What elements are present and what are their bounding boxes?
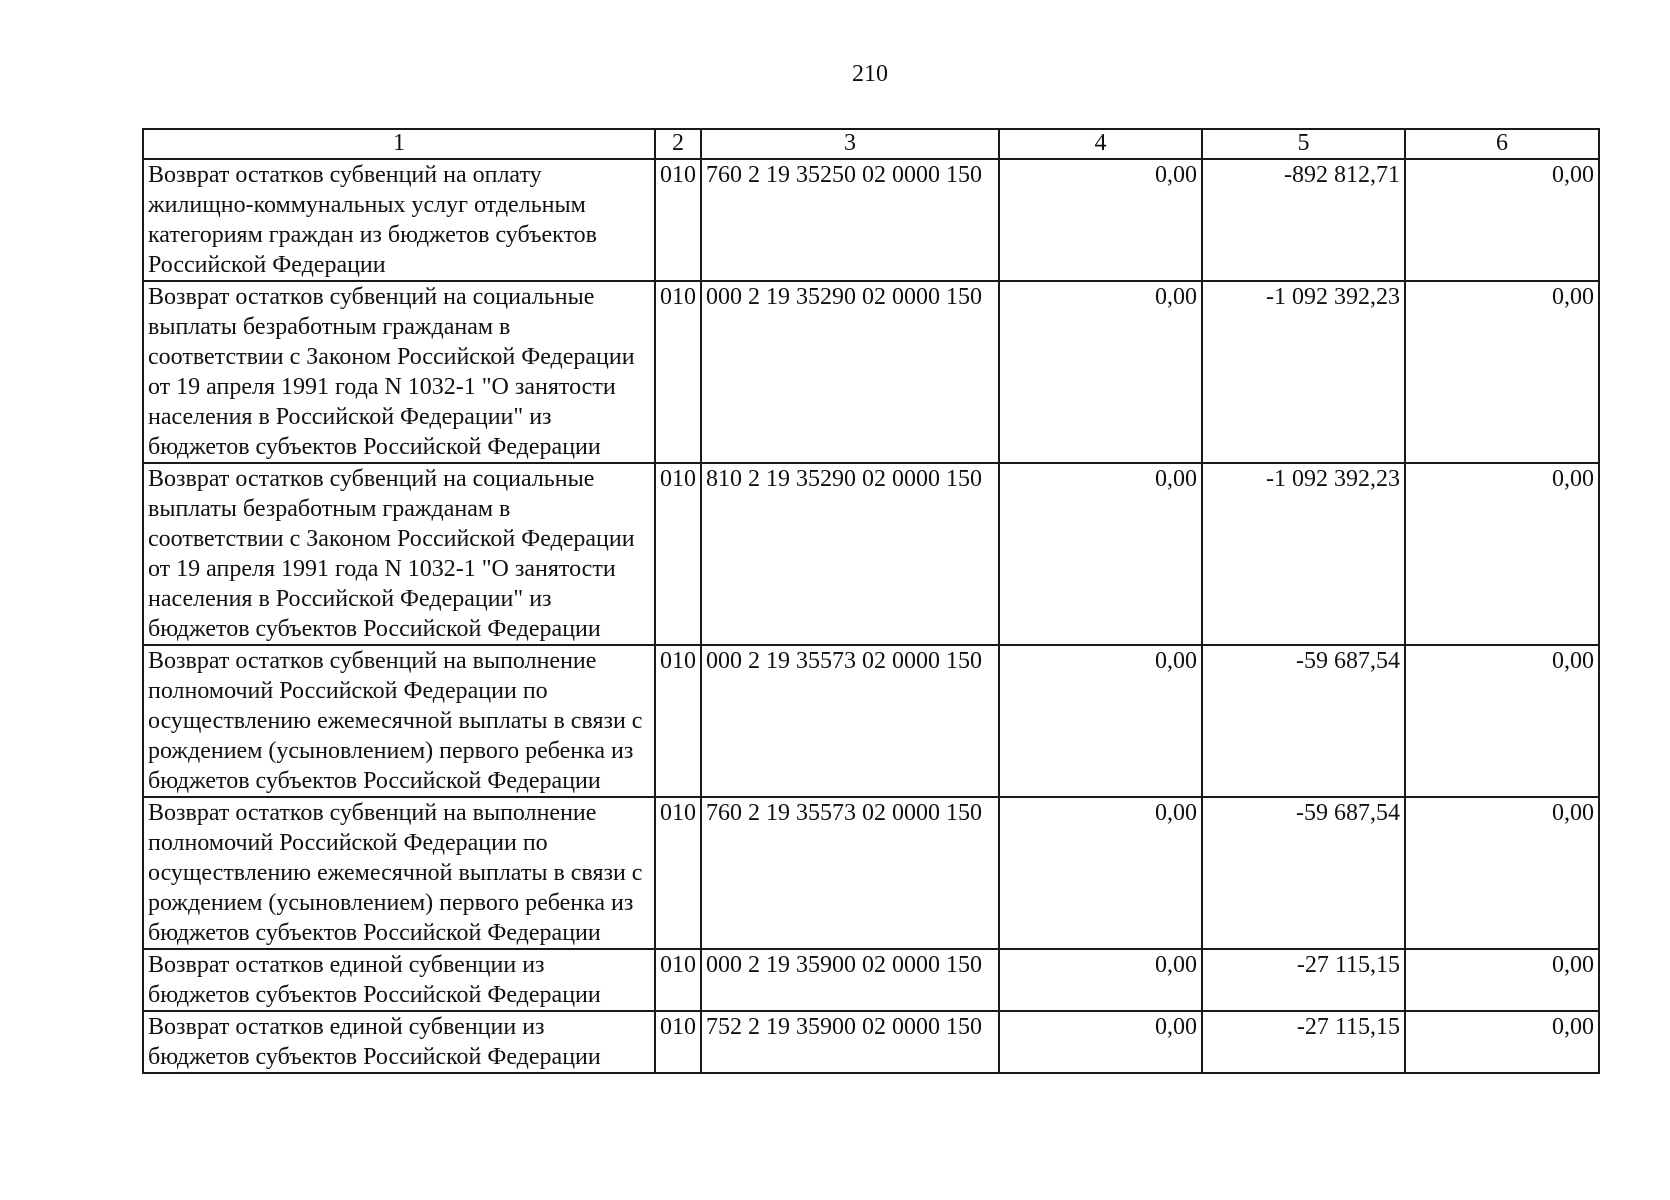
- column-header-2: 2: [655, 129, 701, 159]
- row-column4-value: 0,00: [999, 949, 1202, 1011]
- row-column6-value: 0,00: [1405, 463, 1599, 645]
- row-classification-code-cell: 752 2 19 35900 02 0000 150: [701, 1011, 999, 1073]
- row-column4-value: 0,00: [999, 159, 1202, 281]
- row-classification-code-cell: 810 2 19 35290 02 0000 150: [701, 463, 999, 645]
- row-column5-value: -1 092 392,23: [1202, 281, 1405, 463]
- column-header-6: 6: [1405, 129, 1599, 159]
- row-admin-code-cell: 010: [655, 463, 701, 645]
- column-header-5: 5: [1202, 129, 1405, 159]
- row-column5-value: -27 115,15: [1202, 949, 1405, 1011]
- row-classification-code-cell: 000 2 19 35290 02 0000 150: [701, 281, 999, 463]
- budget-table: [142, 128, 1600, 1074]
- row-column6-value: 0,00: [1405, 281, 1599, 463]
- row-column6-value: 0,00: [1405, 1011, 1599, 1073]
- table-header-row: [143, 129, 1599, 159]
- row-admin-code-cell: 010: [655, 949, 701, 1011]
- row-name-cell: Возврат остатков субвенций на выполнение полномочий Российской Федерации по осуществлению ежемесячной выплаты в связи с рождением (усыновлением) первого ребенка из бюджетов субъектов Российской Федерации: [143, 797, 655, 949]
- table-row: [143, 159, 1599, 281]
- table-row: [143, 1011, 1599, 1073]
- row-column4-value: 0,00: [999, 1011, 1202, 1073]
- row-admin-code-cell: 010: [655, 645, 701, 797]
- row-name-cell: Возврат остатков субвенций на социальные выплаты безработным гражданам в соответствии с Законом Российской Федерации от 19 апреля 1991 года N 1032-1 "О занятости населения в Российской Федерации" из бюджетов субъектов Российской Федерации: [143, 463, 655, 645]
- row-column5-value: -892 812,71: [1202, 159, 1405, 281]
- row-classification-code-cell: 760 2 19 35573 02 0000 150: [701, 797, 999, 949]
- row-column6-value: 0,00: [1405, 949, 1599, 1011]
- table-row: [143, 463, 1599, 645]
- row-column4-value: 0,00: [999, 463, 1202, 645]
- row-classification-code-cell: 000 2 19 35573 02 0000 150: [701, 645, 999, 797]
- row-column5-value: -59 687,54: [1202, 797, 1405, 949]
- row-admin-code-cell: 010: [655, 797, 701, 949]
- column-header-3: 3: [701, 129, 999, 159]
- row-classification-code-cell: 760 2 19 35250 02 0000 150: [701, 159, 999, 281]
- row-admin-code-cell: 010: [655, 1011, 701, 1073]
- table-row: [143, 281, 1599, 463]
- table-row: [143, 645, 1599, 797]
- row-name-cell: Возврат остатков субвенций на социальные выплаты безработным гражданам в соответствии с Законом Российской Федерации от 19 апреля 1991 года N 1032-1 "О занятости населения в Российской Федерации" из бюджетов субъектов Российской Федерации: [143, 281, 655, 463]
- column-header-4: 4: [999, 129, 1202, 159]
- row-name-cell: Возврат остатков единой субвенции из бюджетов субъектов Российской Федерации: [143, 949, 655, 1011]
- row-classification-code-cell: 000 2 19 35900 02 0000 150: [701, 949, 999, 1011]
- row-column6-value: 0,00: [1405, 797, 1599, 949]
- row-column4-value: 0,00: [999, 645, 1202, 797]
- row-column6-value: 0,00: [1405, 159, 1599, 281]
- row-name-cell: Возврат остатков субвенций на выполнение полномочий Российской Федерации по осуществлению ежемесячной выплаты в связи с рождением (усыновлением) первого ребенка из бюджетов субъектов Российской Федерации: [143, 645, 655, 797]
- table-row: [143, 949, 1599, 1011]
- row-column5-value: -1 092 392,23: [1202, 463, 1405, 645]
- column-header-1: 1: [143, 129, 655, 159]
- row-column5-value: -59 687,54: [1202, 645, 1405, 797]
- row-name-cell: Возврат остатков единой субвенции из бюджетов субъектов Российской Федерации: [143, 1011, 655, 1073]
- row-admin-code-cell: 010: [655, 159, 701, 281]
- row-column6-value: 0,00: [1405, 645, 1599, 797]
- row-name-cell: Возврат остатков субвенций на оплату жилищно-коммунальных услуг отдельным категориям граждан из бюджетов субъектов Российской Федерации: [143, 159, 655, 281]
- row-admin-code-cell: 010: [655, 281, 701, 463]
- table-row: [143, 797, 1599, 949]
- row-column5-value: -27 115,15: [1202, 1011, 1405, 1073]
- page-number: 210: [852, 61, 888, 87]
- row-column4-value: 0,00: [999, 797, 1202, 949]
- row-column4-value: 0,00: [999, 281, 1202, 463]
